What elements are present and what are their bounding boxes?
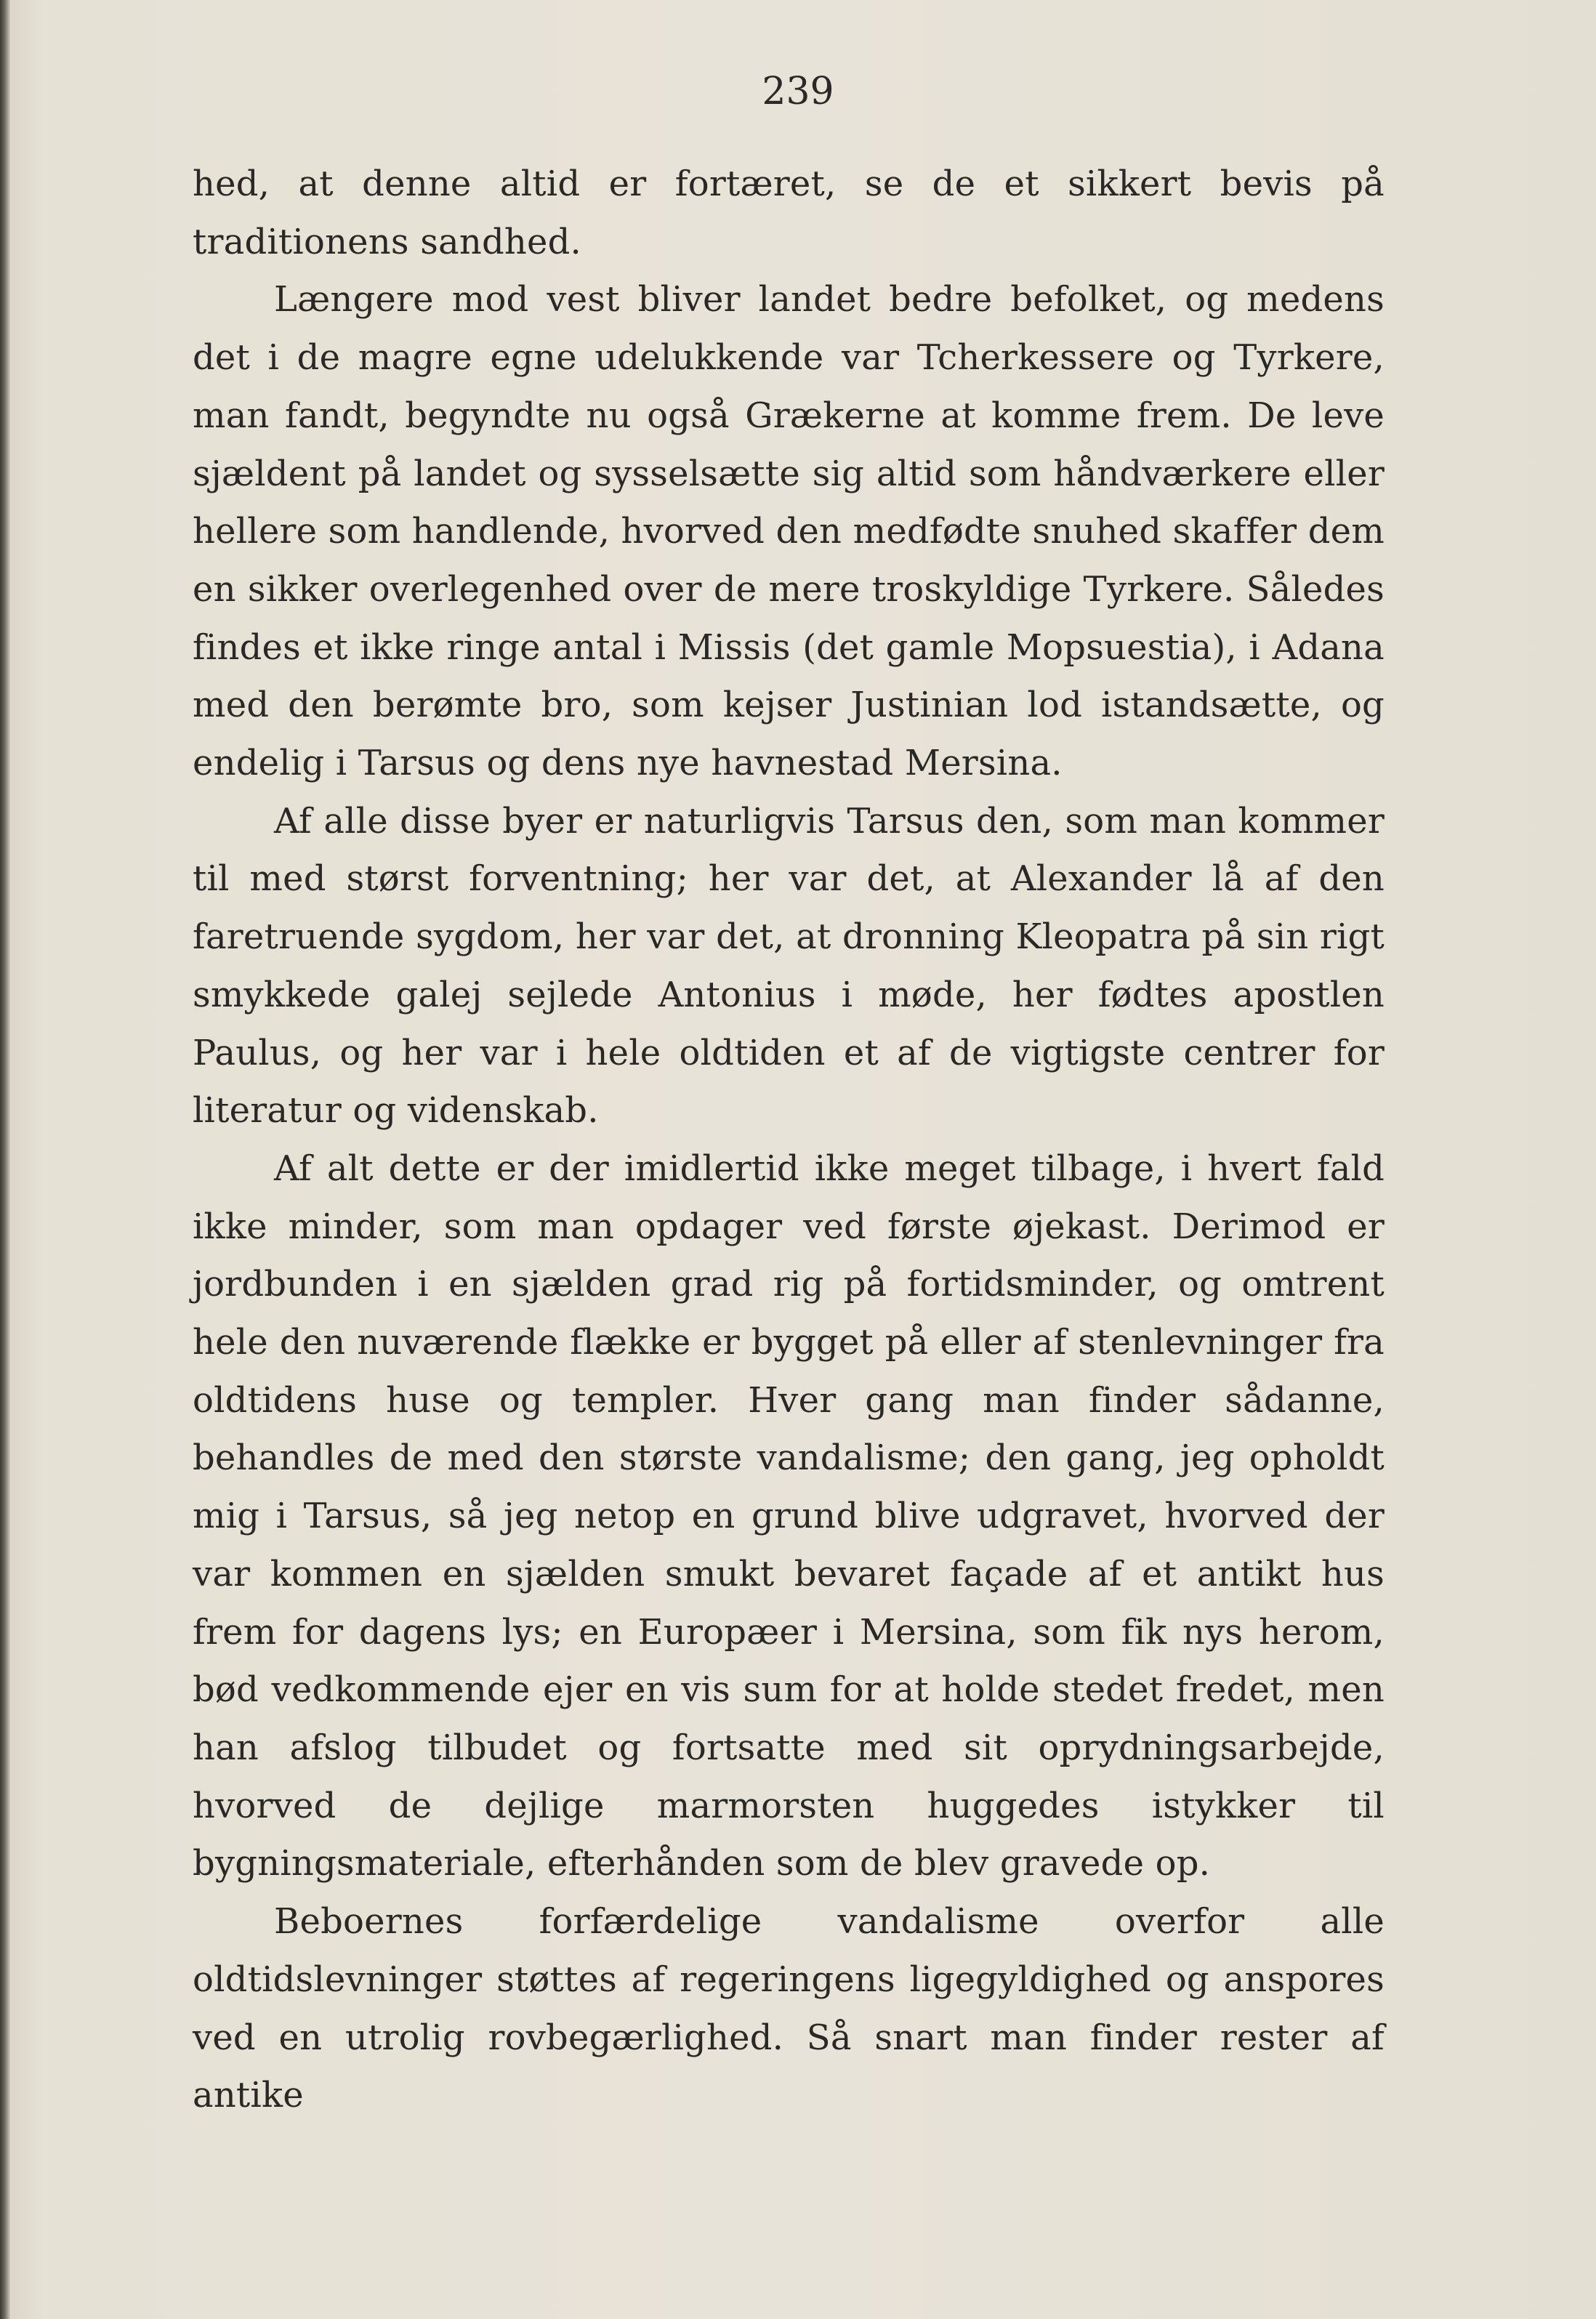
body-text <box>193 156 1385 2125</box>
paragraph: Beboernes forfærdelige vandalisme overfor alle oldtidslevninger støttes af regeringens ligegyldighed og anspores ved en utrolig rovbegærlighed. Så snart man finder rester af antike <box>193 1901 1385 2116</box>
paragraph: Af alle disse byer er naturligvis Tarsus den, som man kommer til med størst forventning; her var det, at Alexander lå af den faretruende sygdom, her var det, at dronning Kleopatra på sin rigt smykkede galej sejlede Antonius i møde, her fødtes apostlen Paulus, og her var i hele oldtiden et af de vigtigste centrer for literatur og videnskab. <box>193 800 1385 1132</box>
paragraph: Længere mod vest bliver landet bedre befolket, og medens det i de magre egne udelukkende var Tcherkessere og Tyrkere, man fandt, begyndte nu også Grækerne at komme frem. De leve sjældent på landet og sysselsætte sig altid som håndværkere eller hellere som handlende, hvorved den medfødte snuhed skaffer dem en sikker overlegenhed over de mere troskyldige Tyrkere. Således findes et ikke ringe antal i Missis (det gamle Mopsuestia), i Adana med den berømte bro, som kejser Justinian lod istandsætte, og endelig i Tarsus og dens nye havnestad Mersina. <box>193 279 1385 784</box>
binding-edge <box>0 0 10 2319</box>
paragraph: hed, at denne altid er fortæret, se de et sikkert bevis på traditionens sandhed. <box>193 164 1385 262</box>
paragraph: Af alt dette er der imidlertid ikke meget tilbage, i hvert fald ikke minder, som man opdager ved første øjekast. Derimod er jordbunden i en sjælden grad rig på fortidsminder, og omtrent hele den nuværende flække er bygget på eller af stenlevninger fra oldtidens huse og templer. Hver gang man finder sådanne, behandles de med den største vandalisme; den gang, jeg opholdt mig i Tarsus, så jeg netop en grund blive udgravet, hvorved der var kommen en sjælden smukt bevaret façade af et antikt hus frem for dagens lys; en Europæer i Mersina, som fik nys herom, bød vedkommende ejer en vis sum for at holde stedet fredet, men han afslog tilbudet og fortsatte med sit oprydningsarbejde, hvorved de dejlige marmorsten huggedes istykker til bygningsmateriale, efterhånden som de blev gravede op. <box>193 1148 1385 1884</box>
page-number: 239 <box>762 70 834 113</box>
